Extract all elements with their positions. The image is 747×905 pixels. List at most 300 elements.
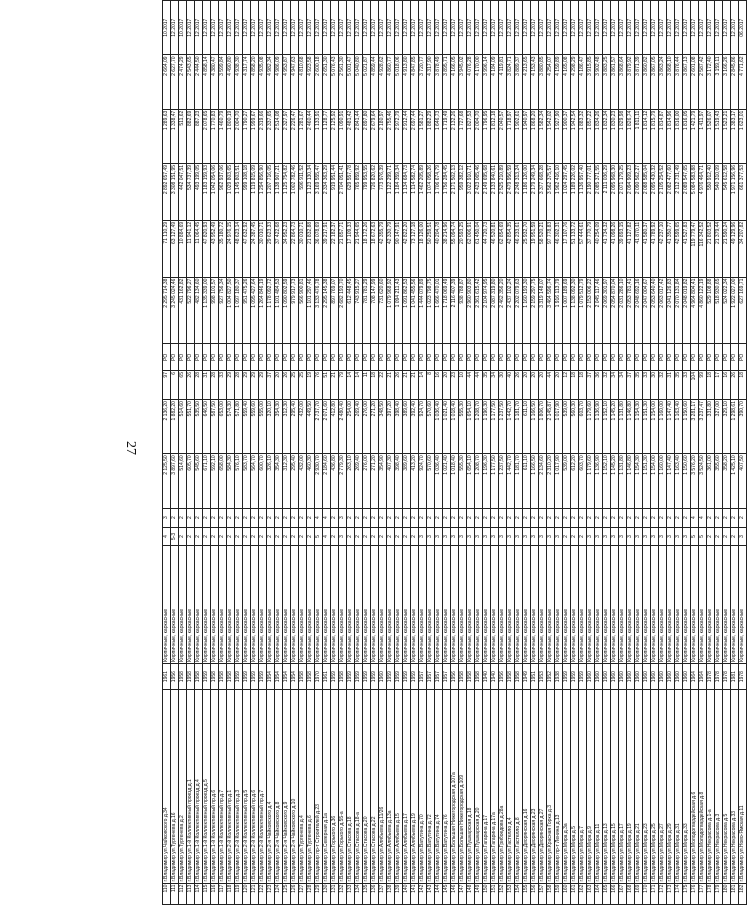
floors-cell: 4 [163, 527, 171, 546]
fund-source-cell: РО [715, 344, 723, 371]
cost-column-3-cell: 1 189 226,02 [571, 163, 579, 220]
table-row [379, 1, 387, 905]
cost-column-2-cell: 21 944,65 [355, 220, 363, 277]
cost-column-2-cell: 41 789,92 [651, 220, 659, 277]
fund-source-cell: РО [379, 344, 387, 371]
limit-cost-cell: 4 298,29 [571, 55, 579, 109]
year-built-cell: 1964 [691, 663, 699, 690]
cost-column-2-cell: 11 941,12 [187, 220, 195, 277]
residents-cell: 25 [291, 371, 299, 400]
cost-per-sqm-cell: 1 830,23 [611, 109, 619, 163]
table-row [643, 1, 651, 905]
address-cell: г.Владимир ул.Мира д.25 [651, 690, 659, 883]
cost-column-3-cell: 534 737,39 [187, 163, 195, 220]
total-cost-cell: 627 169,71 [739, 277, 747, 344]
living-area-cell: 559,40 [243, 400, 251, 454]
table-row [627, 1, 635, 905]
total-area-cell: 1 163,40 [675, 454, 683, 508]
limit-cost-cell: 4 947,63 [291, 55, 299, 109]
completion-date-cell: 12.2017 [515, 1, 523, 55]
floors-cell: 2 [219, 527, 227, 546]
row-number-cell: 116 [211, 883, 219, 904]
floors-cell: 2 [723, 527, 731, 546]
completion-date-cell: 06.2017 [739, 1, 747, 55]
address-cell: г.Владимир ул.Мира д.33 [683, 690, 691, 883]
residents-cell: 21 [411, 371, 419, 400]
cost-per-sqm-cell: 2 327,97 [283, 109, 291, 163]
floors-cell: 3 [483, 527, 491, 546]
limit-cost-cell: 4 380,47 [211, 55, 219, 109]
residents-cell: 40 [507, 371, 515, 400]
address-cell: г.Владимир ул.1-й Коллективный проезд д.4 [195, 690, 203, 883]
total-area-cell: 413,20 [411, 454, 419, 508]
living-area-cell: 574,30 [227, 400, 235, 454]
living-area-cell: 1 150,60 [683, 400, 691, 454]
living-area-cell: 390,70 [739, 400, 747, 454]
floors-cell: 2 [347, 527, 355, 546]
cost-column-2-cell: 62 006,91 [467, 220, 475, 277]
total-cost-cell: 1 264 846,19 [259, 277, 267, 344]
total-cost-cell: 1 079 512,79 [579, 277, 587, 344]
completion-date-cell: 12.2017 [291, 1, 299, 55]
living-area-cell: 1 160,00 [659, 400, 667, 454]
fund-source-cell: РО [411, 344, 419, 371]
floors-cell: 2 [291, 527, 299, 546]
wall-material-cell: Кирпичные, каркасные [379, 546, 387, 663]
completion-date-cell: 12.2017 [211, 1, 219, 55]
cost-column-2-cell: 21 803,52 [707, 220, 715, 277]
year-built-cell: 1958 [507, 663, 515, 690]
total-area-cell: 1 654,10 [467, 454, 475, 508]
entrances-cell: 2 [451, 508, 459, 527]
year-built-cell: 1954 [291, 663, 299, 690]
total-area-cell: 1 150,60 [683, 454, 691, 508]
entrances-cell: 2 [443, 508, 451, 527]
entrances-cell: 3 [163, 508, 171, 527]
total-area-cell: 2 930,70 [315, 454, 323, 508]
limit-cost-cell: 4 986,09 [275, 55, 283, 109]
limit-cost-cell: 5 076,43 [331, 55, 339, 109]
year-built-cell: 1956 [499, 663, 507, 690]
address-cell: г.Владимир ул.Красная Горка д.3 [547, 690, 555, 883]
cost-per-sqm-cell: 1 827,53 [467, 109, 475, 163]
address-cell: г.Владимир ул.2-й Коллективный пр.д.1 [227, 690, 235, 883]
fund-source-cell: РО [243, 344, 251, 371]
cost-per-sqm-cell: 1 289,63 [163, 109, 171, 163]
living-area-cell: 1 166,50 [531, 400, 539, 454]
living-area-cell: 1 036,40 [435, 400, 443, 454]
residents-cell: 37 [627, 371, 635, 400]
entrances-cell: 2 [491, 508, 499, 527]
year-built-cell: 1958 [195, 663, 203, 690]
fund-source-cell: РО [595, 344, 603, 371]
residents-cell: 44 [547, 371, 555, 400]
wall-material-cell: Кирпичные, каркасные [643, 546, 651, 663]
fund-source-cell: РО [323, 344, 331, 371]
limit-cost-cell: 3 902,48 [595, 55, 603, 109]
cost-column-2-cell: 24 976,15 [227, 220, 235, 277]
residents-cell: 36 [595, 371, 603, 400]
fund-source-cell: РО [211, 344, 219, 371]
year-built-cell: 1959 [403, 663, 411, 690]
limit-cost-cell: 3 878,49 [435, 55, 443, 109]
wall-material-cell: Кирпичные, каркасные [675, 546, 683, 663]
cost-per-sqm-cell: 2 841,44 [355, 109, 363, 163]
table-row [195, 1, 203, 905]
total-cost-cell: 1 091 862,53 [403, 277, 411, 344]
residents-cell: 8 [427, 371, 435, 400]
cost-column-3-cell: 596 911,52 [299, 163, 307, 220]
floors-cell: 3 [643, 527, 651, 546]
residents-cell: 18 [571, 371, 579, 400]
address-cell: г.Владимир ул.Ватутина д.74 [435, 690, 443, 883]
address-cell: г.Владимир ул.1-й Коллективный пр.д.6 [211, 690, 219, 883]
entrances-cell: 2 [475, 508, 483, 527]
row-number-cell: 168 [627, 883, 635, 904]
cost-per-sqm-cell: 1 812,18 [491, 109, 499, 163]
address-cell: г.Владимир ул.Алябьева д.19 [411, 690, 419, 883]
cost-column-2-cell: 41 350,77 [667, 220, 675, 277]
completion-date-cell: 12.2017 [435, 1, 443, 55]
limit-cost-cell: 3 861,57 [611, 55, 619, 109]
cost-column-3-cell: 629 557,78 [347, 163, 355, 220]
fund-source-cell: РО [499, 344, 507, 371]
cost-column-3-cell: 2 479 956,59 [507, 163, 515, 220]
total-area-cell: 1 154,00 [651, 454, 659, 508]
total-area-cell: 389,60 [403, 454, 411, 508]
completion-date-cell: 12.2017 [203, 1, 211, 55]
year-built-cell: 1958 [219, 663, 227, 690]
entrances-cell: 2 [387, 508, 395, 527]
entrances-cell: 2 [563, 508, 571, 527]
entrances-cell: 2 [571, 508, 579, 527]
cost-column-2-cell: 42 237,10 [659, 220, 667, 277]
row-number-cell: 139 [395, 883, 403, 904]
row-number-cell: 144 [435, 883, 443, 904]
living-area-cell: 354,30 [275, 400, 283, 454]
entrances-cell: 2 [707, 508, 715, 527]
address-cell: г.Владимир ул.Алябьева д.13а [387, 690, 395, 883]
residents-cell: 76 [315, 371, 323, 400]
year-built-cell: 1952 [547, 663, 555, 690]
completion-date-cell: 12.2017 [571, 1, 579, 55]
total-cost-cell: 1 041 455,56 [411, 277, 419, 344]
completion-date-cell: 12.2017 [539, 1, 547, 55]
row-number-cell: 178 [707, 883, 715, 904]
year-built-cell: 1960 [683, 663, 691, 690]
total-area-cell: 398,40 [395, 454, 403, 508]
fund-source-cell: РО [307, 344, 315, 371]
limit-cost-cell: 2 474,29 [179, 55, 187, 109]
total-cost-cell: 1 079 968,92 [387, 277, 395, 344]
fund-source-cell: РО [507, 344, 515, 371]
address-cell: г.Владимир ул.Северная д.1а [323, 690, 331, 883]
living-area-cell: 348,50 [379, 400, 387, 454]
limit-cost-cell: 4 860,77 [387, 55, 395, 109]
completion-date-cell: 12.2017 [531, 1, 539, 55]
cost-column-3-cell: 799 953,55 [363, 163, 371, 220]
year-built-cell: 1957 [419, 663, 427, 690]
row-number-cell: 140 [403, 883, 411, 904]
living-area-cell: 392,40 [411, 400, 419, 454]
wall-material-cell: Кирпичные, каркасные [347, 546, 355, 663]
fund-source-cell: РО [195, 344, 203, 371]
address-cell: г.Владимир ул.Мира д.9 [587, 690, 595, 883]
completion-date-cell: 12.2017 [659, 1, 667, 55]
cost-column-3-cell: 2 133 840,61 [491, 163, 499, 220]
floors-cell: 2 [331, 527, 339, 546]
cost-column-2-cell: 34 207,82 [739, 220, 747, 277]
cost-column-3-cell: 3 308 151,95 [171, 163, 179, 220]
living-area-cell: 3 237,47 [699, 400, 707, 454]
year-built-cell: 1961 [323, 663, 331, 690]
address-cell: г.Владимир ул.Мира д.19 [627, 690, 635, 883]
row-number-cell: 113 [187, 883, 195, 904]
cost-column-2-cell: 57 444,61 [579, 220, 587, 277]
floors-cell: 2 [571, 527, 579, 546]
residents-cell: 30 [499, 371, 507, 400]
address-cell: г.Владимир ул.Некрасова д.1-а [707, 690, 715, 883]
year-built-cell: 1978 [715, 663, 723, 690]
floors-cell: 3 [603, 527, 611, 546]
living-area-cell: 1 654,10 [467, 400, 475, 454]
row-number-cell: 123 [267, 883, 275, 904]
floors-cell: 3 [651, 527, 659, 546]
entrances-cell: 2 [283, 508, 291, 527]
living-area-cell: 560,30 [571, 400, 579, 454]
year-built-cell: 1958 [339, 663, 347, 690]
limit-cost-cell: 3 867,05 [651, 55, 659, 109]
cost-per-sqm-cell: 1 816,00 [675, 109, 683, 163]
address-cell: г.Владимир ул.Мира д.13 [603, 690, 611, 883]
address-cell: г.Владимир ул.Пушкарская д.18 [467, 690, 475, 883]
cost-column-3-cell: 1 134 684,73 [403, 163, 411, 220]
row-number-cell: 133 [347, 883, 355, 904]
living-area-cell: 3 281,17 [691, 400, 699, 454]
wall-material-cell: Кирпичные, каркасные [603, 546, 611, 663]
address-cell: г.Владимир ул.2-й Коллективный пр.д.7 [259, 690, 267, 883]
address-cell: г.Владимир ул.Мира д.5 [571, 690, 579, 883]
row-number-cell: 127 [299, 883, 307, 904]
entrances-cell: 2 [459, 508, 467, 527]
fund-source-cell: РО [291, 344, 299, 371]
total-area-cell: 1 145,20 [611, 454, 619, 508]
living-area-cell: 555,00 [259, 400, 267, 454]
entrances-cell: 2 [619, 508, 627, 527]
completion-date-cell: 12.2017 [251, 1, 259, 55]
year-built-cell: 1960 [379, 663, 387, 690]
row-number-cell: 128 [307, 883, 315, 904]
year-built-cell: 1958 [467, 663, 475, 690]
entrances-cell: 2 [547, 508, 555, 527]
table-row [475, 1, 483, 905]
row-number-cell: 137 [379, 883, 387, 904]
fund-source-cell: РО [547, 344, 555, 371]
wall-material-cell: Кирпичные, каркасные [451, 546, 459, 663]
year-built-cell: 1960 [643, 663, 651, 690]
year-built-cell: 1964 [699, 663, 707, 690]
address-cell: г.Владимир ул.Дворянская д.27 [539, 690, 547, 883]
limit-cost-cell: 3 915,85 [587, 55, 595, 109]
cost-column-3-cell: 2 095 968,30 [611, 163, 619, 220]
completion-date-cell: 12.2017 [323, 1, 331, 55]
living-area-cell: 587,50 [211, 400, 219, 454]
limit-cost-cell: 4 859,44 [371, 55, 379, 109]
cost-column-3-cell: 545 612,58 [723, 163, 731, 220]
year-built-cell: 1960 [659, 663, 667, 690]
living-area-cell: 1 196,30 [483, 400, 491, 454]
entrances-cell: 2 [643, 508, 651, 527]
fund-source-cell: РО [267, 344, 275, 371]
floors-cell: 2 [731, 527, 739, 546]
limit-cost-cell: 4 165,08 [563, 55, 571, 109]
total-cost-cell: 2 048 692,16 [635, 277, 643, 344]
cost-column-3-cell: 2 071 179,25 [619, 163, 627, 220]
cost-column-2-cell: 47 820,93 [203, 220, 211, 277]
completion-date-cell: 12.2017 [283, 1, 291, 55]
year-built-cell: 1981 [731, 663, 739, 690]
address-cell: г.Владимир ул.Пушкарская д.20 [475, 690, 483, 883]
fund-source-cell: РО [619, 344, 627, 371]
living-area-cell: 611,10 [523, 400, 531, 454]
year-built-cell: 1978 [739, 663, 747, 690]
wall-material-cell: Кирпичные, каркасные [739, 546, 747, 663]
year-built-cell: 1960 [595, 663, 603, 690]
year-built-cell: 1960 [627, 663, 635, 690]
cost-per-sqm-cell: 1 411,97 [699, 109, 707, 163]
residents-cell: 34 [619, 371, 627, 400]
completion-date-cell: 12.2017 [723, 1, 731, 55]
total-cost-cell: 3 464 596,74 [547, 277, 555, 344]
address-cell: г.Владимир ул.2-я Чайковского д.8 [275, 690, 283, 883]
address-cell: г.Владимир ул.Мира д.17 [619, 690, 627, 883]
floors-cell: 3 [555, 527, 563, 546]
table-row [699, 1, 707, 905]
cost-per-sqm-cell: 1 582,34 [539, 109, 547, 163]
cost-column-2-cell: 18 172,26 [363, 220, 371, 277]
total-cost-cell: 2 087 319,80 [491, 277, 499, 344]
table-row [619, 1, 627, 905]
table-row [515, 1, 523, 905]
cost-column-2-cell: 41 734,32 [603, 220, 611, 277]
fund-source-cell: РО [731, 344, 739, 371]
table-row [299, 1, 307, 905]
row-number-cell: 164 [595, 883, 603, 904]
table-row [651, 1, 659, 905]
cost-column-3-cell: 2 089 547,65 [683, 163, 691, 220]
cost-per-sqm-cell: 1 826,74 [627, 109, 635, 163]
fund-source-cell: РО [403, 344, 411, 371]
fund-source-cell: РО [451, 344, 459, 371]
cost-column-2-cell: 41 098,26 [611, 220, 619, 277]
address-cell: г.Владимир ул.Некрасова д.5 [723, 690, 731, 883]
address-cell: г.Владимир ул.Ватутина д.70 [419, 690, 427, 883]
cost-column-3-cell: 661 377,53 [739, 163, 747, 220]
completion-date-cell: 12.2017 [395, 1, 403, 55]
total-cost-cell: 2 159 297,75 [531, 277, 539, 344]
residents-cell: 104 [691, 371, 699, 400]
cost-column-2-cell: 10 884,69 [179, 220, 187, 277]
total-cost-cell: 1 922 027,00 [731, 277, 739, 344]
residents-cell: 18 [707, 371, 715, 400]
wall-material-cell: Кирпичные, каркасные [563, 546, 571, 663]
limit-cost-cell: 4 184,09 [491, 55, 499, 109]
year-built-cell: 1957 [443, 663, 451, 690]
wall-material-cell: Кирпичные, каркасные [627, 546, 635, 663]
cost-per-sqm-cell: 1 811,11 [635, 109, 643, 163]
limit-cost-cell: 4 938,30 [235, 55, 243, 109]
cost-column-2-cell: 55 094,74 [451, 220, 459, 277]
completion-date-cell: 12.2017 [299, 1, 307, 55]
total-area-cell: 358,20 [723, 454, 731, 508]
year-built-cell: 1956 [451, 663, 459, 690]
limit-cost-cell: 3 889,37 [515, 55, 523, 109]
cost-column-2-cell: 42 854,35 [507, 220, 515, 277]
address-cell: г.Владимир ул.Мира д.15 [611, 690, 619, 883]
entrances-cell: 2 [667, 508, 675, 527]
residents-cell: 20 [531, 371, 539, 400]
table-row [251, 1, 259, 905]
wall-material-cell: Кирпичные, каркасные [459, 546, 467, 663]
cost-column-2-cell: 21 379,44 [715, 220, 723, 277]
table-row [675, 1, 683, 905]
total-cost-cell: 897 769,07 [331, 277, 339, 344]
cost-column-2-cell: 20 593,25 [459, 220, 467, 277]
year-built-cell: 1959 [571, 663, 579, 690]
cost-per-sqm-cell: 1 719,49 [443, 109, 451, 163]
total-cost-cell: 518 930,65 [715, 277, 723, 344]
residents-cell: 10 [459, 371, 467, 400]
row-number-cell: 161 [571, 883, 579, 904]
table-row [603, 1, 611, 905]
total-area-cell: 1 166,50 [531, 454, 539, 508]
entrances-cell: 2 [635, 508, 643, 527]
year-built-cell: 1970 [315, 663, 323, 690]
address-cell: г.Владимир ул.Стасова д.22 [371, 690, 379, 883]
total-area-cell: 312,30 [283, 454, 291, 508]
wall-material-cell: Кирпичные, каркасные [547, 546, 555, 663]
housing-stock-table [162, 0, 747, 905]
cost-per-sqm-cell: 1 727,68 [459, 109, 467, 163]
wall-material-cell: Кирпичные, каркасные [491, 546, 499, 663]
cost-column-2-cell: 34 952,23 [283, 220, 291, 277]
limit-cost-cell: 4 923,58 [307, 55, 315, 109]
cost-per-sqm-cell: 1 623,01 [739, 109, 747, 163]
row-number-cell: 136 [371, 883, 379, 904]
completion-date-cell: 12.2017 [443, 1, 451, 55]
page-number: 27 [123, 441, 138, 455]
cost-per-sqm-cell: 1 832,34 [603, 109, 611, 163]
living-area-cell: 539,00 [563, 400, 571, 454]
total-area-cell: 354,90 [379, 454, 387, 508]
cost-column-2-cell: 46 520,81 [491, 220, 499, 277]
address-cell: г.Владимир ул.Гастелло д.4 [507, 690, 515, 883]
cost-column-2-cell: 63 127,49 [171, 220, 179, 277]
total-area-cell: 612,20 [571, 454, 579, 508]
entrances-cell: 2 [587, 508, 595, 527]
wall-material-cell: Кирпичные, каркасные [483, 546, 491, 663]
total-cost-cell: 1 178 092,72 [267, 277, 275, 344]
completion-date-cell: 12.2017 [347, 1, 355, 55]
cost-per-sqm-cell: 2 697,44 [411, 109, 419, 163]
entrances-cell: 2 [235, 508, 243, 527]
cost-column-3-cell: 1 042 054,06 [211, 163, 219, 220]
floors-cell: 2 [203, 527, 211, 546]
year-built-cell: 1959 [395, 663, 403, 690]
table-row [347, 1, 355, 905]
cost-column-2-cell: 51 133,72 [571, 220, 579, 277]
row-number-cell: 141 [411, 883, 419, 904]
